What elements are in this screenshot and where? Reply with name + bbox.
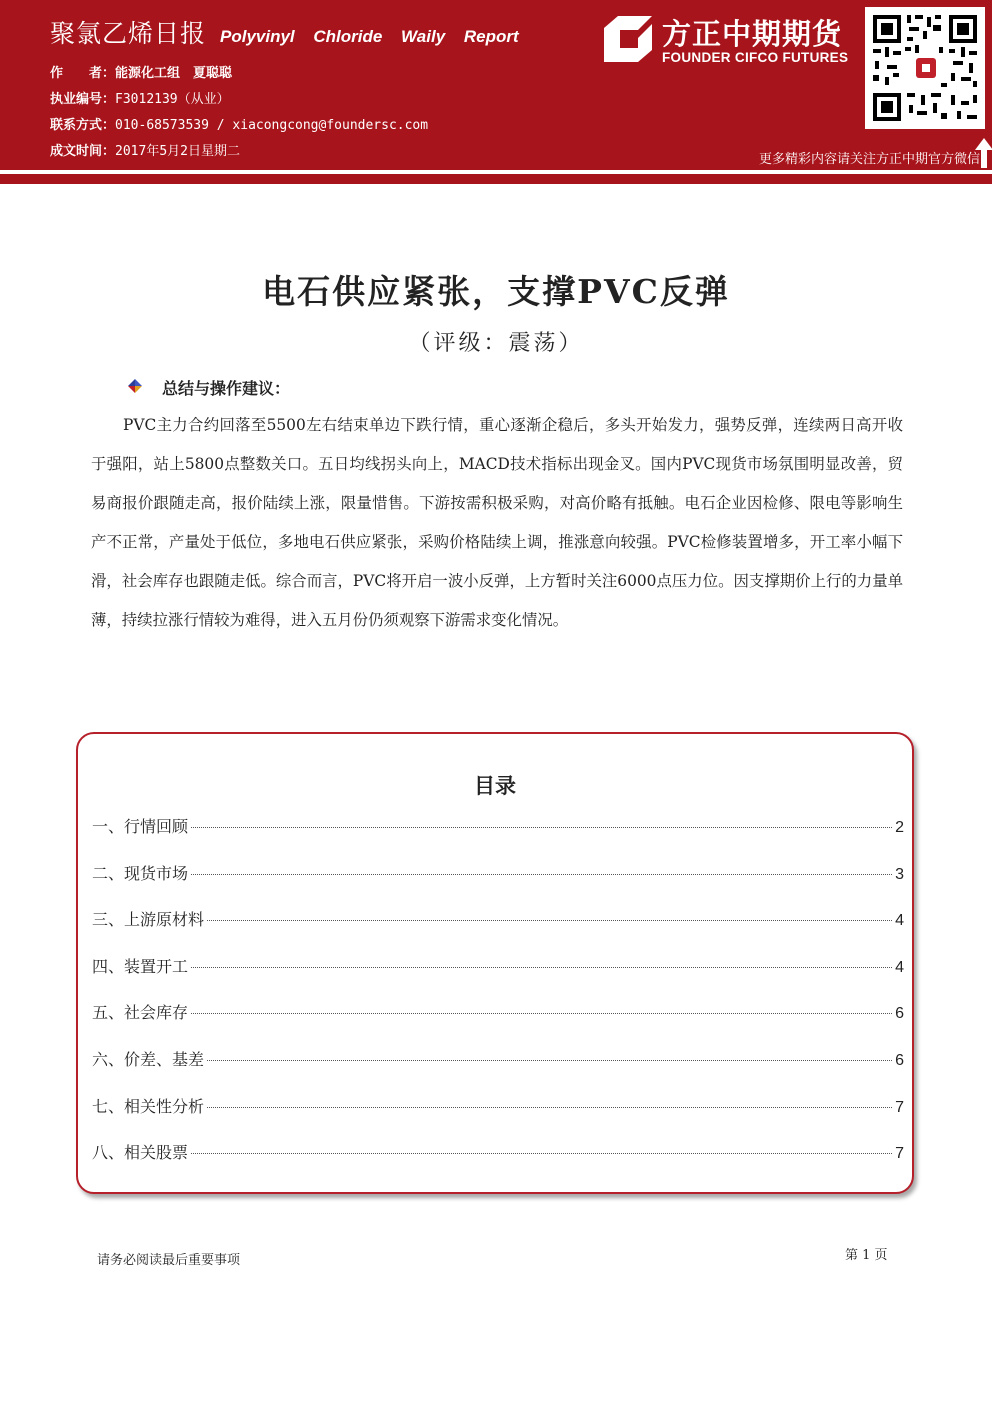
toc-leader	[191, 1153, 892, 1154]
toc-item-page: 7	[895, 1145, 904, 1163]
arrow-up-icon	[975, 138, 992, 168]
author-label: 作 者：	[50, 66, 116, 81]
contact-label: 联系方式：	[50, 118, 116, 133]
header-banner	[0, 0, 992, 170]
brand-name-en: FOUNDER CIFCO FUTURES	[662, 50, 849, 65]
toc-item-label: 七、相关性分析	[92, 1096, 205, 1116]
toc-leader	[191, 827, 892, 828]
document-rating: （评级：震荡）	[408, 331, 584, 356]
summary-heading: 总结与操作建议：	[162, 379, 291, 398]
toc-leader	[207, 920, 892, 921]
toc-item-page: 2	[895, 819, 904, 836]
toc-item-page: 4	[895, 958, 904, 976]
contact-value[interactable]: 010-68573539 / xiacongcong@foundersc.com	[115, 118, 429, 133]
bullet-diamond-icon	[128, 379, 142, 393]
qr-code-icon[interactable]	[865, 7, 985, 129]
brand-name-cn: 方正中期期货	[662, 17, 843, 51]
toc-item-page: 7	[895, 1098, 904, 1116]
date-label: 成文时间：	[50, 144, 116, 159]
toc-item[interactable]	[92, 861, 904, 908]
toc-item[interactable]	[92, 1000, 904, 1047]
toc-item-page: 3	[895, 865, 904, 883]
contact-line	[50, 114, 428, 133]
toc-item[interactable]	[92, 1047, 904, 1094]
license-value: F3012139（从业）	[115, 92, 230, 107]
toc-item[interactable]	[92, 1094, 904, 1141]
toc-item-label: 八、相关股票	[92, 1143, 189, 1163]
toc-leader	[191, 1013, 892, 1014]
company-logo	[604, 14, 854, 74]
date-value: 2017年5月2日星期二	[115, 144, 240, 159]
toc-item-page: 6	[895, 1051, 904, 1069]
toc-leader	[207, 1107, 892, 1108]
founder-logo-icon	[604, 16, 652, 62]
author-value: 能源化工组 夏聪聪	[115, 66, 233, 81]
footer-disclaimer: 请务必阅读最后重要事项	[97, 1253, 241, 1268]
toc-item-page: 4	[895, 912, 904, 930]
author-line	[50, 62, 232, 81]
toc-leader	[207, 1060, 892, 1061]
toc-item-label: 五、社会库存	[92, 1003, 189, 1023]
toc-item-label: 二、现货市场	[92, 863, 189, 883]
date-line	[50, 140, 240, 159]
report-name-cn: 聚氯乙烯日报	[50, 19, 207, 48]
document-title: 电石供应紧张，支撑PVC反弹	[262, 272, 730, 311]
toc-item-label: 一、行情回顾	[92, 817, 189, 836]
summary-text: PVC主力合约回落至5500左右结束单边下跌行情，重心逐渐企稳后，多头开始发力，强势反弹，连续两日高开收于强阳，站上5800点整数关口。五日均线拐头向上，MACD技术指标出现金叉。国内PVC现货市场氛围明显改善，贸易商报价跟随走高，报价陆续上涨，限量惜售。下游按需积极采购，对高价略有抵触。电石企业因检修、限电等影响生产不正常，产量处于低位，多地电石供应紧张，采购价格陆续上调，推涨意向较强。PVC检修装置增多，开工率小幅下滑，社会库存也跟随走低。综合而言，PVC将开启一波小反弹，上方暂时关注6000点压力位。因支撑期价上行的力量单薄，持续拉涨行情较为难得，进入五月份仍须观察下游需求变化情况。	[91, 416, 903, 629]
summary-paragraph	[91, 406, 903, 640]
report-name-en: Polyvinyl Chloride Waily Report	[220, 27, 519, 46]
toc-item-page: 6	[895, 1005, 904, 1023]
toc-item[interactable]	[92, 954, 904, 1001]
license-line	[50, 88, 230, 107]
toc-list	[92, 814, 904, 1187]
toc-item-label: 四、装置开工	[92, 956, 189, 976]
toc-item[interactable]	[92, 1140, 904, 1187]
header-bottom-band	[0, 174, 992, 184]
page-number: 第 1 页	[845, 1248, 888, 1263]
table-of-contents	[76, 732, 914, 1194]
report-name	[50, 14, 519, 50]
toc-item[interactable]	[92, 907, 904, 954]
toc-item[interactable]	[92, 814, 904, 861]
toc-title: 目录	[474, 774, 516, 798]
toc-item-label: 三、上游原材料	[92, 910, 205, 930]
license-label: 执业编号：	[50, 92, 116, 107]
toc-leader	[191, 874, 892, 875]
toc-leader	[191, 967, 892, 968]
toc-item-label: 六、价差、基差	[92, 1049, 205, 1069]
wechat-note: 更多精彩内容请关注方正中期官方微信	[758, 152, 980, 167]
header-divider	[0, 170, 992, 173]
